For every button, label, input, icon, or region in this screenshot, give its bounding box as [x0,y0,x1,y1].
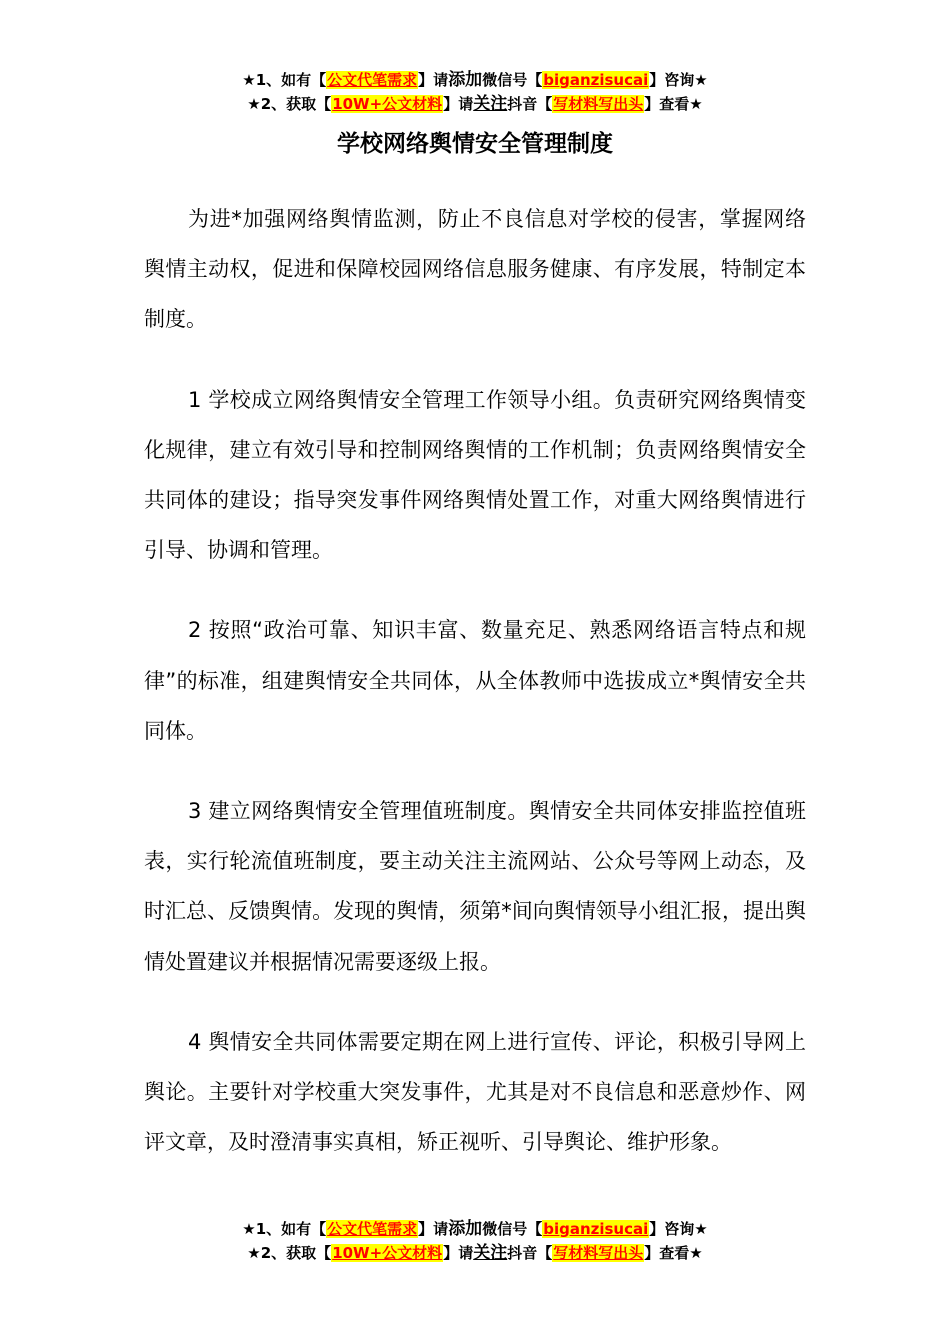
highlight-service: 公文代笔需求 [327,1220,418,1238]
paragraph-2: 2 按照“政治可靠、知识丰富、数量充足、熟悉网络语言特点和规律”的标准，组建舆情安全共同体，从全体教师中选拔成立*舆情安全共同体。 [144,618,806,743]
highlight-wechat-id: biganzisucai [543,71,649,89]
banner-line-1: ★1、如有【公文代笔需求】请添加微信号【biganzisucai】咨询★ [242,1219,708,1239]
paragraph-1: 1 学校成立网络舆情安全管理工作领导小组。负责研究网络舆情变化规律，建立有效引导和控制网络舆情的工作机制；负责网络舆情安全共同体的建设；指导突发事件网络舆情处置工作，对重大网络舆情进行引导、协调和管理。 [144,387,806,563]
footer-banner [0,1217,950,1265]
highlight-materials: 10W+公文材料 [332,95,443,113]
highlight-douyin: 写材料写出头 [553,95,644,113]
paragraph-4: 4 舆情安全共同体需要定期在网上进行宣传、评论，积极引导网上舆论。主要针对学校重大突发事件，尤其是对不良信息和恶意炒作、网评文章，及时澄清事实真相，矫正视听、引导舆论、维护形象。 [144,1029,806,1155]
paragraph-intro: 为进*加强网络舆情监测，防止不良信息对学校的侵害，掌握网络舆情主动权，促进和保障校园网络信息服务健康、有序发展，特制定本制度。 [144,207,806,332]
banner-line-2: ★2、获取【10W+公文材料】请关注抖音【写材料写出头】查看★ [247,1243,703,1263]
highlight-wechat-id: biganzisucai [543,1220,649,1238]
highlight-materials: 10W+公文材料 [332,1244,443,1262]
header-banner [0,68,950,116]
highlight-douyin: 写材料写出头 [553,1244,644,1262]
banner-line-2: ★2、获取【10W+公文材料】请关注抖音【写材料写出头】查看★ [247,94,703,114]
banner-line-1: ★1、如有【公文代笔需求】请添加微信号【biganzisucai】咨询★ [242,70,708,90]
paragraph-3: 3 建立网络舆情安全管理值班制度。舆情安全共同体安排监控值班表，实行轮流值班制度，要主动关注主流网站、公众号等网上动态，及时汇总、反馈舆情。发现的舆情，须第*间向舆情领导小组汇报，提出舆情处置建议并根据情况需要逐级上报。 [144,799,806,974]
page-title: 学校网络舆情安全管理制度 [337,131,613,157]
document-body [144,194,806,1197]
highlight-service: 公文代笔需求 [327,71,418,89]
